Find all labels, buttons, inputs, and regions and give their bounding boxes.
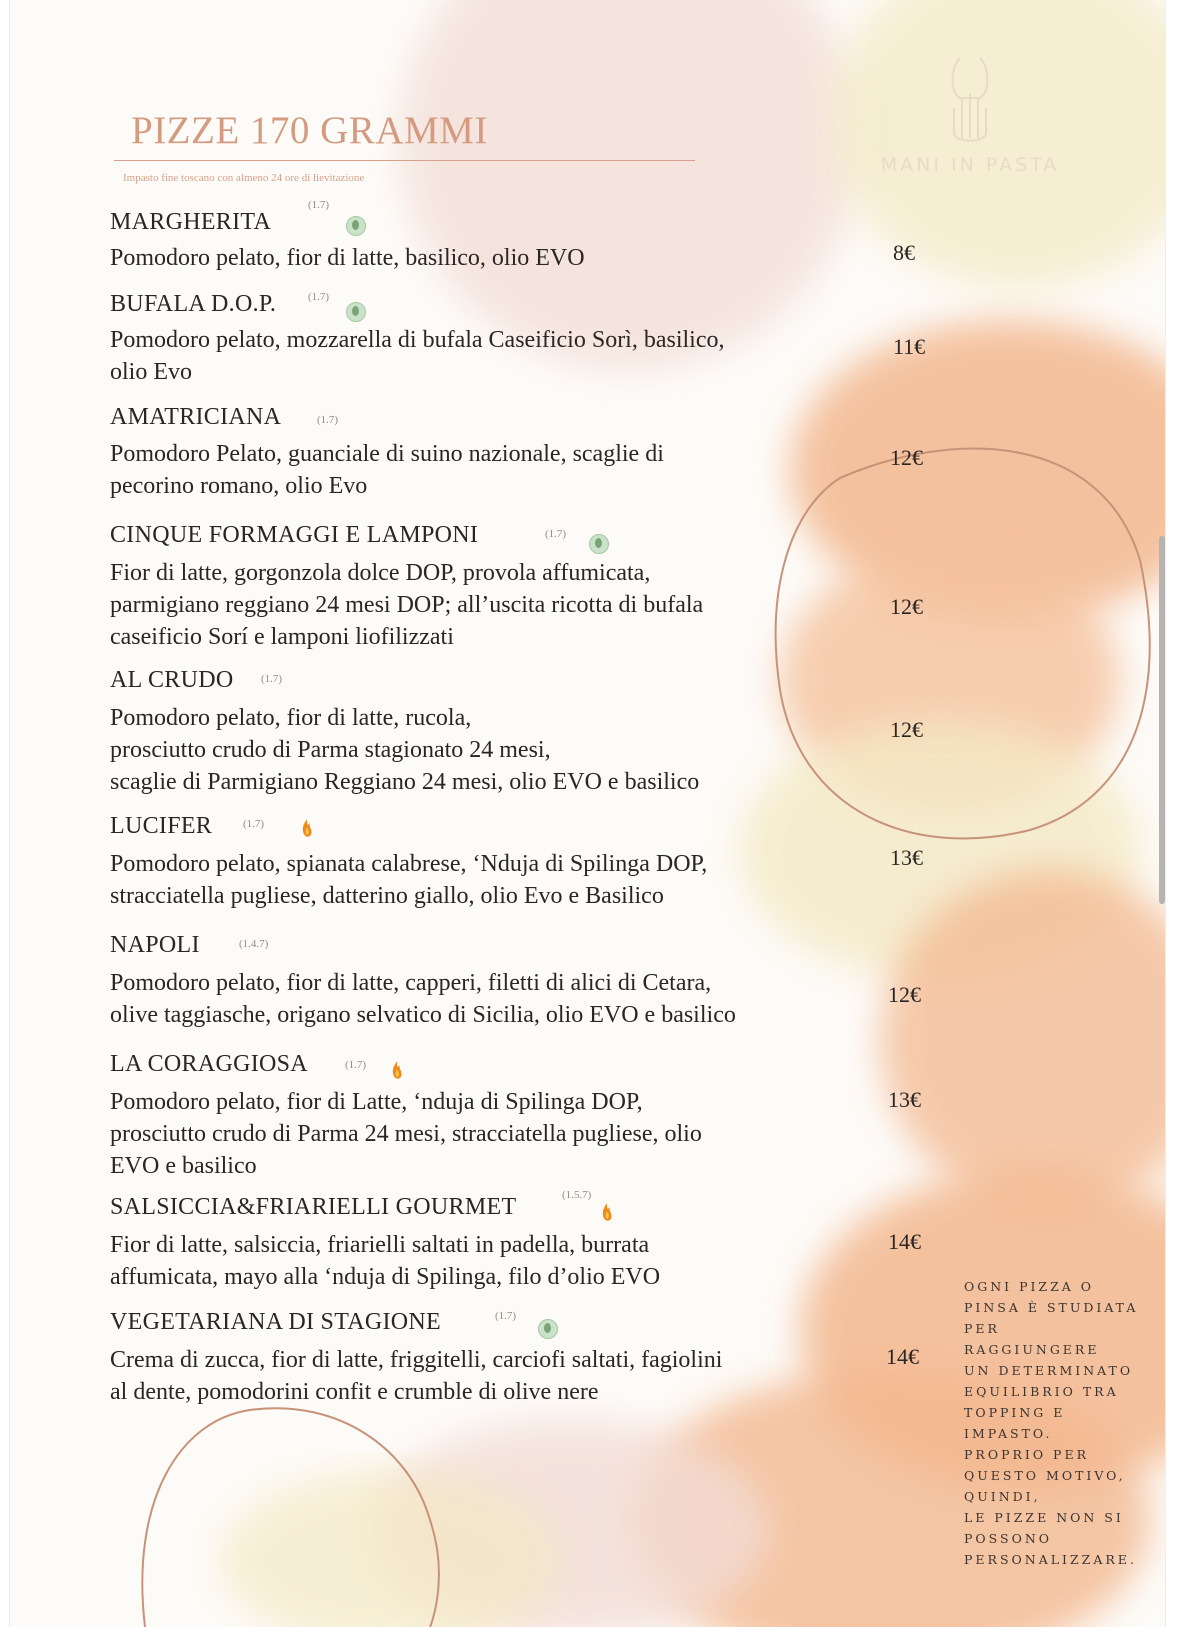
item-description-line: Pomodoro pelato, fior di latte, rucola, [110,705,472,731]
side-note-line: QUESTO MOTIVO, [964,1468,1126,1483]
item-price: 12€ [890,717,923,742]
item-name: LUCIFER [110,813,213,839]
allergen-codes: (1.7) [495,1310,517,1322]
item-description-line: Fior di latte, salsiccia, friarielli saltati in padella, burrata [110,1232,650,1258]
side-note-line: UN DETERMINATO [964,1363,1134,1378]
side-note-line: EQUILIBRIO TRA [964,1384,1119,1399]
item-description-line: Crema di zucca, fior di latte, friggitelli, carciofi saltati, fagiolini [110,1347,723,1373]
item-name: NAPOLI [110,932,200,958]
allergen-codes: (1.7) [308,291,330,303]
item-description-line: scaglie di Parmigiano Reggiano 24 mesi, olio EVO e basilico [110,769,700,795]
item-name: AL CRUDO [110,667,234,693]
hand-logo-icon [870,38,1070,148]
side-note-line: QUINDI, [964,1489,1041,1504]
side-note-line: PERSONALIZZARE. [964,1552,1137,1567]
page-subtitle: Impasto fine toscano con almeno 24 ore di lievitazione [123,172,365,184]
brand-logo [870,38,1070,188]
side-note-line: PER [964,1321,1000,1336]
allergen-codes: (1.7) [317,414,339,426]
side-note [964,1276,1144,1570]
item-price: 8€ [893,240,915,265]
item-description-line: affumicata, mayo alla ‘nduja di Spilinga, filo d’olio EVO [110,1264,661,1290]
side-note-line: TOPPING E [964,1405,1066,1420]
item-description-line: olio Evo [110,359,192,385]
side-note-line: RAGGIUNGERE [964,1342,1100,1357]
item-description-line: parmigiano reggiano 24 mesi DOP; all’uscita ricotta di bufala [110,592,704,618]
side-note-line: POSSONO [964,1531,1052,1546]
item-price: 12€ [890,594,923,619]
allergen-codes: (1.7) [243,818,265,830]
chili-icon [600,1202,614,1224]
item-description-line: EVO e basilico [110,1153,257,1179]
logo-text: MANI IN PASTA [880,154,1060,176]
item-description-line: prosciutto crudo di Parma 24 mesi, stracciatella pugliese, olio [110,1121,702,1147]
menu-page [10,0,1165,1627]
item-description-line: Pomodoro pelato, mozzarella di bufala Caseificio Sorì, basilico, [110,327,725,353]
leaf-icon [346,302,366,322]
allergen-codes: (1.7) [261,673,283,685]
item-description-line: Pomodoro Pelato, guanciale di suino nazionale, scaglie di [110,441,664,467]
side-note-line: IMPASTO. [964,1426,1053,1441]
item-name: MARGHERITA [110,209,272,235]
item-description-line: prosciutto crudo di Parma stagionato 24 mesi, [110,737,551,763]
item-price: 12€ [888,982,921,1007]
item-price: 12€ [890,445,923,470]
item-description-line: Pomodoro pelato, fior di latte, capperi, filetti di alici di Cetara, [110,970,712,996]
side-note-line: PROPRIO PER [964,1447,1089,1462]
item-description-line: pecorino romano, olio Evo [110,473,368,499]
page-title: PIZZE 170 GRAMMI [131,109,488,152]
leaf-icon [346,216,366,236]
item-name: BUFALA D.O.P. [110,291,277,317]
chili-icon [390,1060,404,1082]
side-note-line: OGNI PIZZA O [964,1279,1095,1294]
item-price: 13€ [890,845,923,870]
item-price: 13€ [888,1087,921,1112]
item-description-line: stracciatella pugliese, datterino giallo, olio Evo e Basilico [110,883,664,909]
item-description-line: al dente, pomodorini confit e crumble di olive nere [110,1379,599,1405]
item-name: CINQUE FORMAGGI E LAMPONI [110,522,479,548]
allergen-codes: (1.7) [308,199,330,211]
item-description-line: caseificio Sorí e lamponi liofilizzati [110,624,454,650]
item-name: LA CORAGGIOSA [110,1051,308,1077]
allergen-codes: (1.5.7) [562,1189,592,1201]
item-description-line: Fior di latte, gorgonzola dolce DOP, provola affumicata, [110,560,651,586]
allergen-codes: (1.4.7) [239,938,269,950]
leaf-icon [589,534,609,554]
item-description-line: Pomodoro pelato, spianata calabrese, ‘Nduja di Spilinga DOP, [110,851,708,877]
allergen-codes: (1.7) [345,1059,367,1071]
item-name: AMATRICIANA [110,404,282,430]
side-note-line: PINSA È STUDIATA [964,1300,1139,1315]
item-price: 14€ [886,1344,919,1369]
leaf-icon [538,1319,558,1339]
item-description-line: olive taggiasche, origano selvatico di Sicilia, olio EVO e basilico [110,1002,736,1028]
chili-icon [300,818,314,840]
scrollbar[interactable] [1159,536,1165,904]
item-name: SALSICCIA&FRIARIELLI GOURMET [110,1194,517,1220]
item-description-line: Pomodoro pelato, fior di Latte, ‘nduja di Spilinga DOP, [110,1089,643,1115]
title-divider [114,160,695,161]
allergen-codes: (1.7) [545,528,567,540]
item-price: 11€ [893,334,926,359]
item-price: 14€ [888,1229,921,1254]
side-note-line: LE PIZZE NON SI [964,1510,1124,1525]
item-name: VEGETARIANA DI STAGIONE [110,1309,442,1335]
item-description-line: Pomodoro pelato, fior di latte, basilico, olio EVO [110,245,585,271]
